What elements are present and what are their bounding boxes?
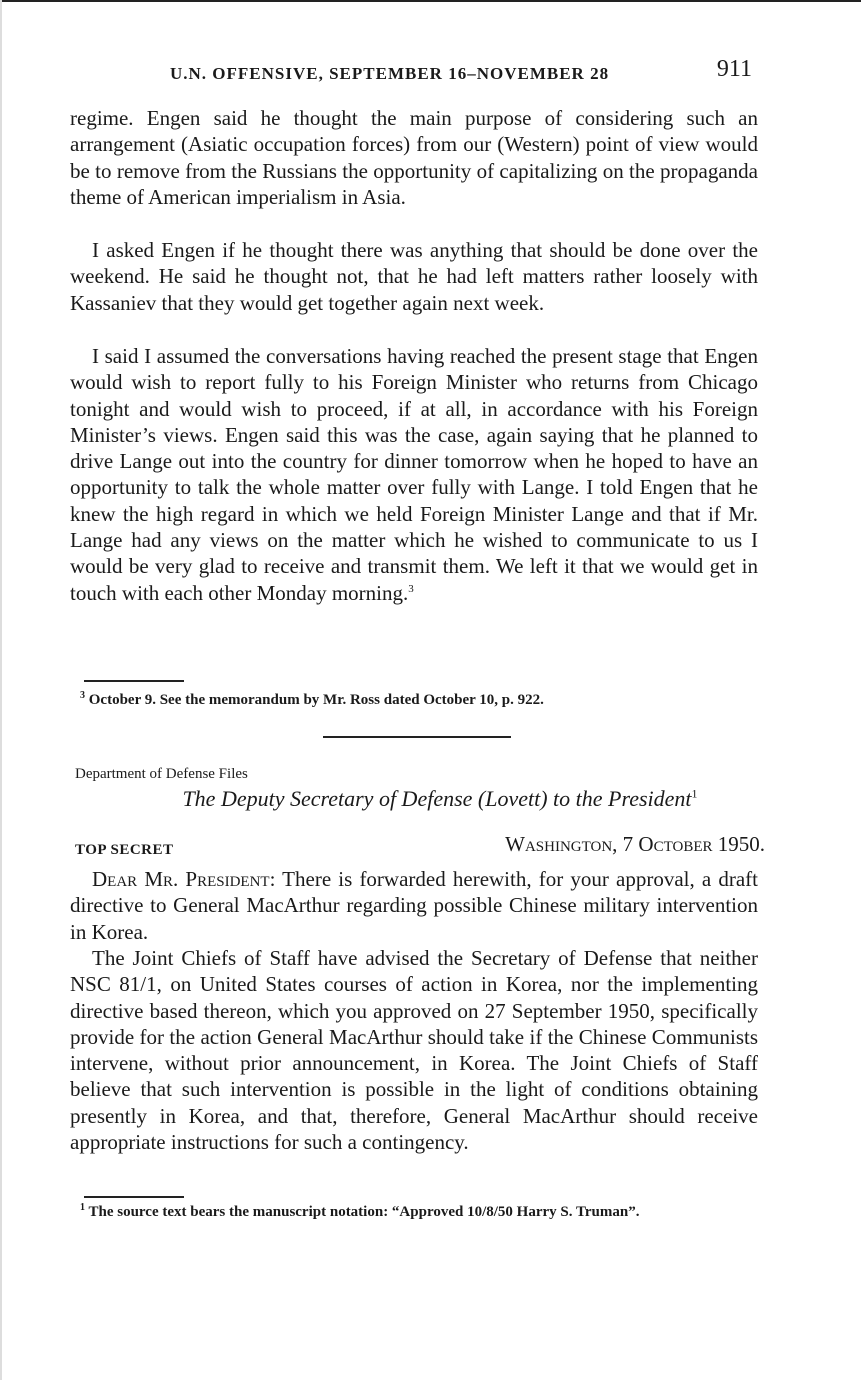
footnote-ref-3: 3: [408, 582, 414, 595]
page-edge: [0, 0, 2, 1380]
footnote-3-text: October 9. See the memorandum by Mr. Ross dated October 10, p. 922.: [88, 692, 544, 708]
top-rule: [0, 0, 861, 2]
footnote-rule-2: [84, 1196, 184, 1198]
paragraph-foreign-minister: [70, 343, 758, 606]
salutation: Dear Mr. President:: [92, 867, 276, 891]
letter-paragraph-1: [70, 866, 758, 945]
footnote-3: [80, 690, 770, 710]
paragraph-weekend: I asked Engen if he thought there was anything that should be done over the weekend. He said he thought not, that he had left matters rather loosely with Kassaniev that they would get together again next week.: [70, 238, 758, 315]
footnote-1-text: The source text bears the manuscript notation: “Approved 10/8/50 Harry S. Truman”.: [88, 1204, 640, 1220]
footnote-3-mark: 3: [80, 690, 85, 701]
document-heading: [100, 786, 780, 812]
footnote-1-mark: 1: [80, 1202, 85, 1213]
classification: TOP SECRET: [75, 842, 174, 858]
letter-paragraph-1-text: There is forwarded herewith, for your approval, a draft directive to General MacArthur regarding possible Chinese military intervention in Korea.: [70, 867, 758, 944]
paragraph-continued: regime. Engen said he thought the main purpose of considering such an arrangement (Asiatic occupation forces) from our (Western) point of view would be to remove from the Russians the opportunity of capitalizing on the propaganda theme of American imperialism in Asia.: [70, 106, 758, 209]
dateline-row: [75, 832, 765, 862]
footnote-1: [80, 1202, 770, 1222]
source-label: Department of Defense Files: [75, 766, 248, 782]
page-number: 911: [716, 56, 752, 82]
running-head: [170, 56, 760, 90]
document-heading-text: The Deputy Secretary of Defense (Lovett) to the President: [182, 786, 692, 811]
footnote-ref-1: 1: [691, 786, 698, 801]
running-title: U.N. OFFENSIVE, SEPTEMBER 16–NOVEMBER 28: [170, 64, 610, 83]
section-separator: [323, 736, 511, 738]
dateline: Washington, 7 October 1950.: [505, 832, 765, 856]
footnote-rule: [84, 680, 184, 682]
paragraph-foreign-minister-text: I said I assumed the conversations having reached the present stage that Engen would wish to report fully to his Foreign Minister who returns from Chicago tonight and would wish to proceed, if at all, in accordance with his Foreign Minister’s views. Engen said this was the case, again saying that he planned to drive Lange out into the country for dinner tomorrow when he hoped to have an opportunity to talk the whole matter over fully with Lange. I told Engen that he knew the high regard in which we held Foreign Minister Lange and that if Mr. Lange had any views on the matter which he wished to communicate to us I would be very glad to receive and transmit them. We left it that we would get in touch with each other Monday morning.: [70, 344, 758, 605]
letter-paragraph-2: The Joint Chiefs of Staff have advised the Secretary of Defense that neither NSC 81/1, on United States courses of action in Korea, nor the implementing directive based thereon, which you approved on 27 September 1950, specifically provide for the action General MacArthur should take if the Chinese Communists intervene, without prior announcement, in Korea. The Joint Chiefs of Staff believe that such intervention is possible in the light of conditions obtaining presently in Korea, and that, therefore, General MacArthur should receive appropriate instructions for such a contingency.: [70, 946, 758, 1155]
